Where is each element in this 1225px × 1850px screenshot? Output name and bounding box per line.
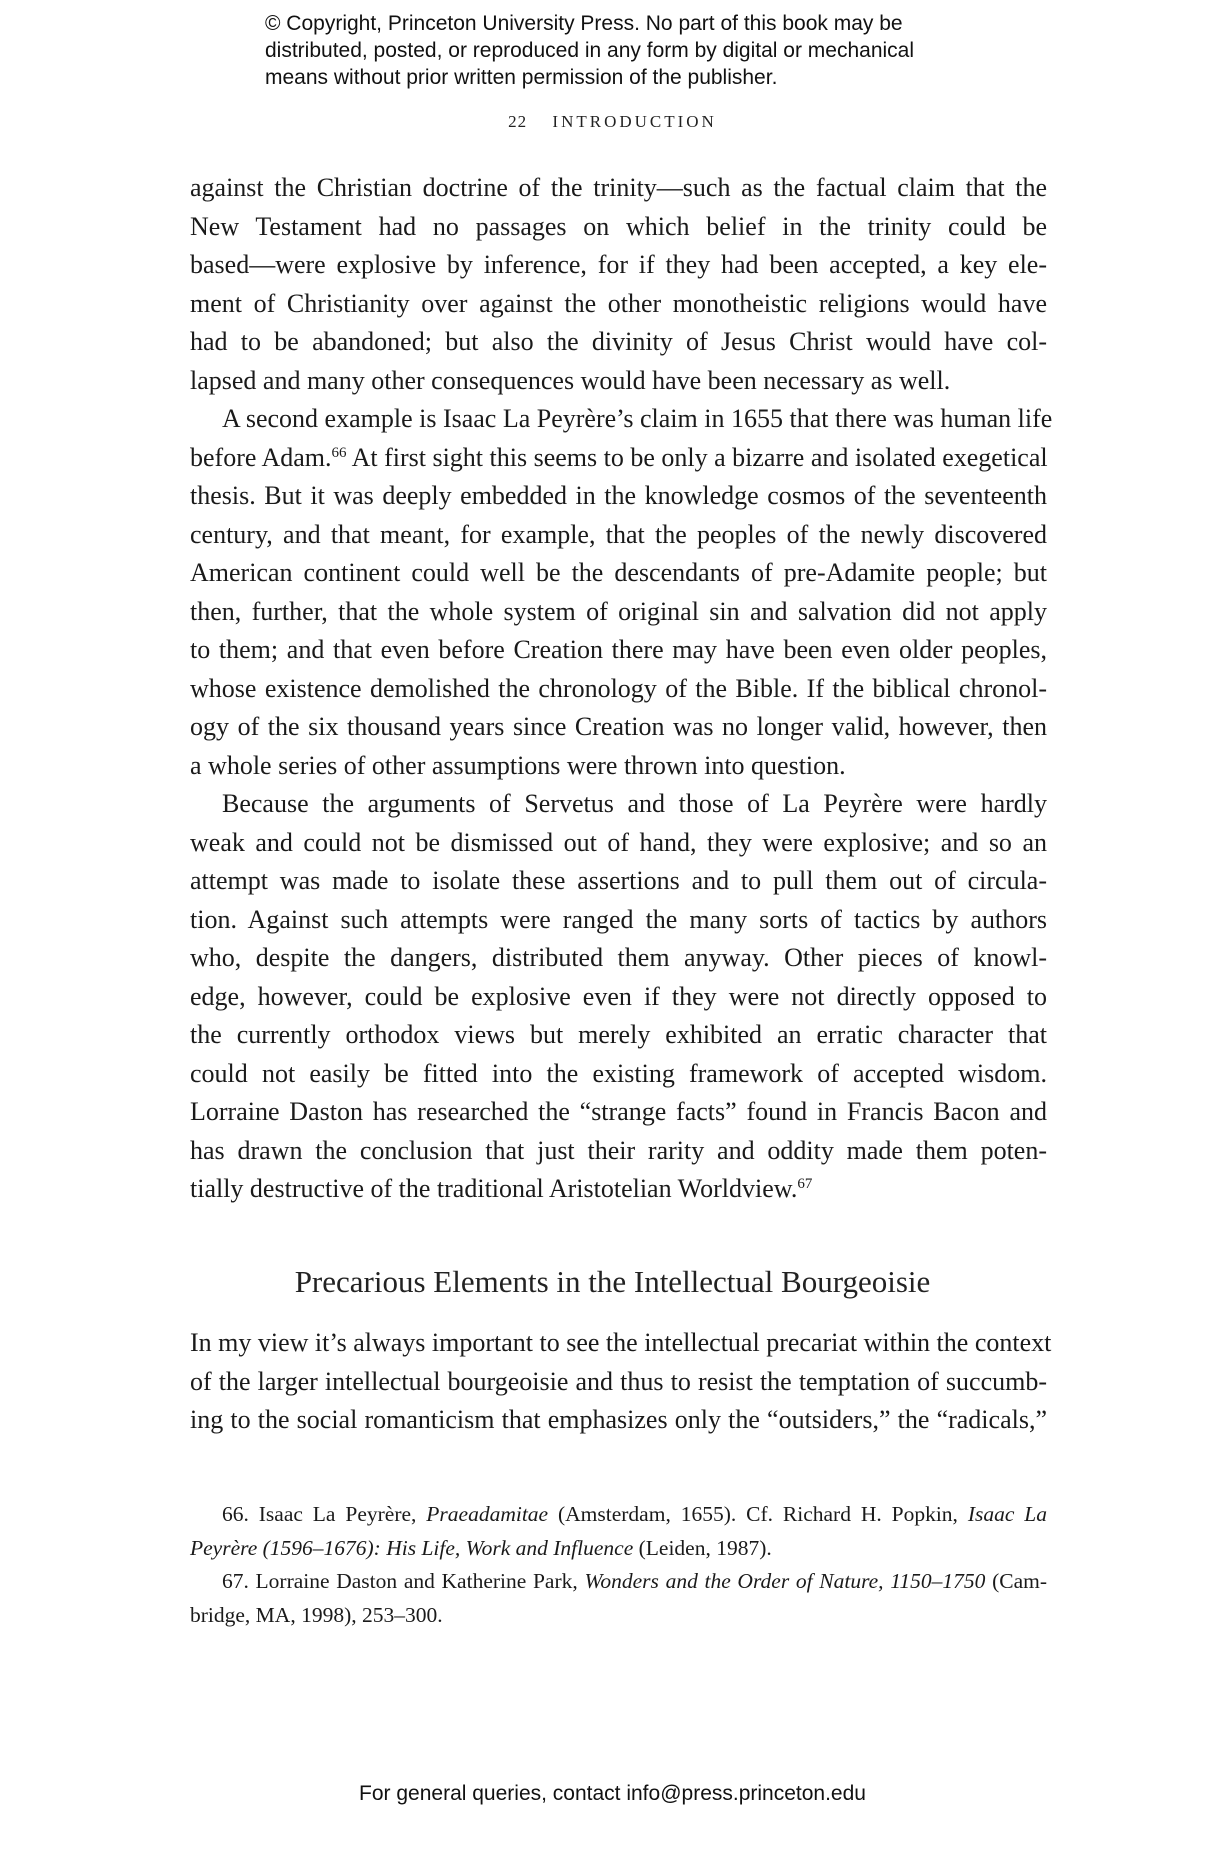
paragraph [190, 169, 1047, 400]
italic-title: Peyrère (1596–1676): His Life, Work and Influence [190, 1535, 634, 1560]
text-line: Lorraine Daston has researched the “strange facts” found in Francis Bacon and [190, 1097, 1047, 1126]
text-line: century, and that meant, for example, that the peoples of the newly discovered [190, 519, 1047, 549]
section-heading: Precarious Elements in the Intellectual Bourgeoisie [294, 1264, 931, 1299]
body-text [190, 169, 1053, 1209]
footnote [190, 1565, 1047, 1632]
copyright-notice [265, 10, 914, 91]
text-line: New Testament had no passages on which belief in the trinity could be [190, 211, 1047, 241]
footnotes [190, 1498, 1047, 1632]
text-line: has drawn the conclusion that just their rarity and oddity made them poten- [190, 1135, 1047, 1165]
running-head [0, 112, 1225, 132]
text-line: a whole series of other assumptions were thrown into question. [190, 750, 846, 780]
copyright-line: © Copyright, Princeton University Press. No part of this book may be [265, 12, 903, 35]
text-line: weak and could not be dismissed out of hand, they were explosive; and so an [190, 827, 1047, 857]
text-line: then, further, that the whole system of original sin and salvation did not apply [190, 596, 1047, 626]
copyright-line: distributed, posted, or reproduced in any form by digital or mechanical [265, 39, 915, 62]
copyright-line: means without prior written permission of the publisher. [265, 66, 778, 89]
text-line: against the Christian doctrine of the trinity—such as the factual claim that the [190, 173, 1047, 202]
text-line: ing to the social romanticism that emphasizes only the “outsiders,” the “radicals,” [190, 1405, 1047, 1434]
text-line: edge, however, could be explosive even if they were not directly opposed to [190, 981, 1047, 1011]
paragraph [190, 400, 1053, 785]
text-line: based—were explosive by inference, for if they had been accepted, a key ele- [190, 250, 1047, 279]
text-line: A second example is Isaac La Peyrère’s claim in 1655 that there was human life [222, 404, 1053, 433]
running-head-title: INTRODUCTION [552, 112, 717, 131]
text-line: thesis. But it was deeply embedded in the knowledge cosmos of the seventeenth [190, 481, 1047, 510]
italic-title: Wonders and the Order of Nature, 1150–1750 [584, 1569, 986, 1593]
text-line: attempt was made to isolate these assertions and to pull them out of circula- [190, 866, 1047, 895]
text-line: the currently orthodox views but merely exhibited an erratic character that [190, 1020, 1047, 1049]
text-line: to them; and that even before Creation there may have been even older peoples, [190, 635, 1047, 664]
text-line: whose existence demolished the chronology of the Bible. If the biblical chronol- [190, 673, 1047, 703]
paragraph [190, 785, 1047, 1209]
page-number: 22 [508, 112, 528, 131]
text-line: Because the arguments of Servetus and those of La Peyrère were hardly [222, 789, 1047, 818]
text-line: 67. Lorraine Daston and Katherine Park, Wonders and the Order of Nature, 1150–1750 (Cam- [222, 1569, 1047, 1593]
footnote-ref: 67 [797, 1176, 813, 1192]
text-line: ogy of the six thousand years since Creation was no longer valid, however, then [190, 712, 1047, 741]
text-line: of the larger intellectual bourgeoisie and thus to resist the temptation of succumb- [190, 1366, 1047, 1396]
footnote [190, 1498, 1047, 1565]
footnote-ref: 66 [331, 444, 347, 461]
text-line: ment of Christianity over against the other monotheistic religions would have [190, 288, 1047, 318]
text-line: lapsed and many other consequences would have been necessary as well. [190, 365, 951, 395]
text-line: 66. Isaac La Peyrère, Praeadamitae (Amsterdam, 1655). Cf. Richard H. Popkin, Isaac La [222, 1502, 1047, 1526]
text-line: tion. Against such attempts were ranged the many sorts of tactics by authors [190, 904, 1047, 934]
text-line: could not easily be fitted into the existing framework of accepted wisdom. [190, 1058, 1047, 1088]
text-line: before Adam.$^{66}$ At first sight this seems to be only a bizarre and isolated exegetical [190, 442, 1048, 472]
italic-title: Praeadamitae [426, 1502, 549, 1526]
footer-contact: For general queries, contact info@press.princeton.edu [359, 1782, 866, 1805]
text-line: tially destructive of the traditional Aristotelian Worldview.$^{67}$ [190, 1174, 813, 1203]
text-line: In my view it’s always important to see the intellectual precariat within the context [190, 1328, 1052, 1357]
text-line: had to be abandoned; but also the divinity of Jesus Christ would have col- [190, 327, 1047, 356]
text-line: bridge, MA, 1998), 253–300. [190, 1602, 443, 1627]
italic-title: Isaac La [967, 1502, 1047, 1526]
text-line: Peyrère (1596–1676): His Life, Work and Influence (Leiden, 1987). [190, 1535, 772, 1560]
text-line: American continent could well be the descendants of pre-Adamite people; but [190, 558, 1047, 587]
body-text-continued [190, 1324, 1052, 1440]
text-line: who, despite the dangers, distributed them anyway. Other pieces of knowl- [190, 943, 1047, 972]
paragraph [190, 1324, 1052, 1440]
